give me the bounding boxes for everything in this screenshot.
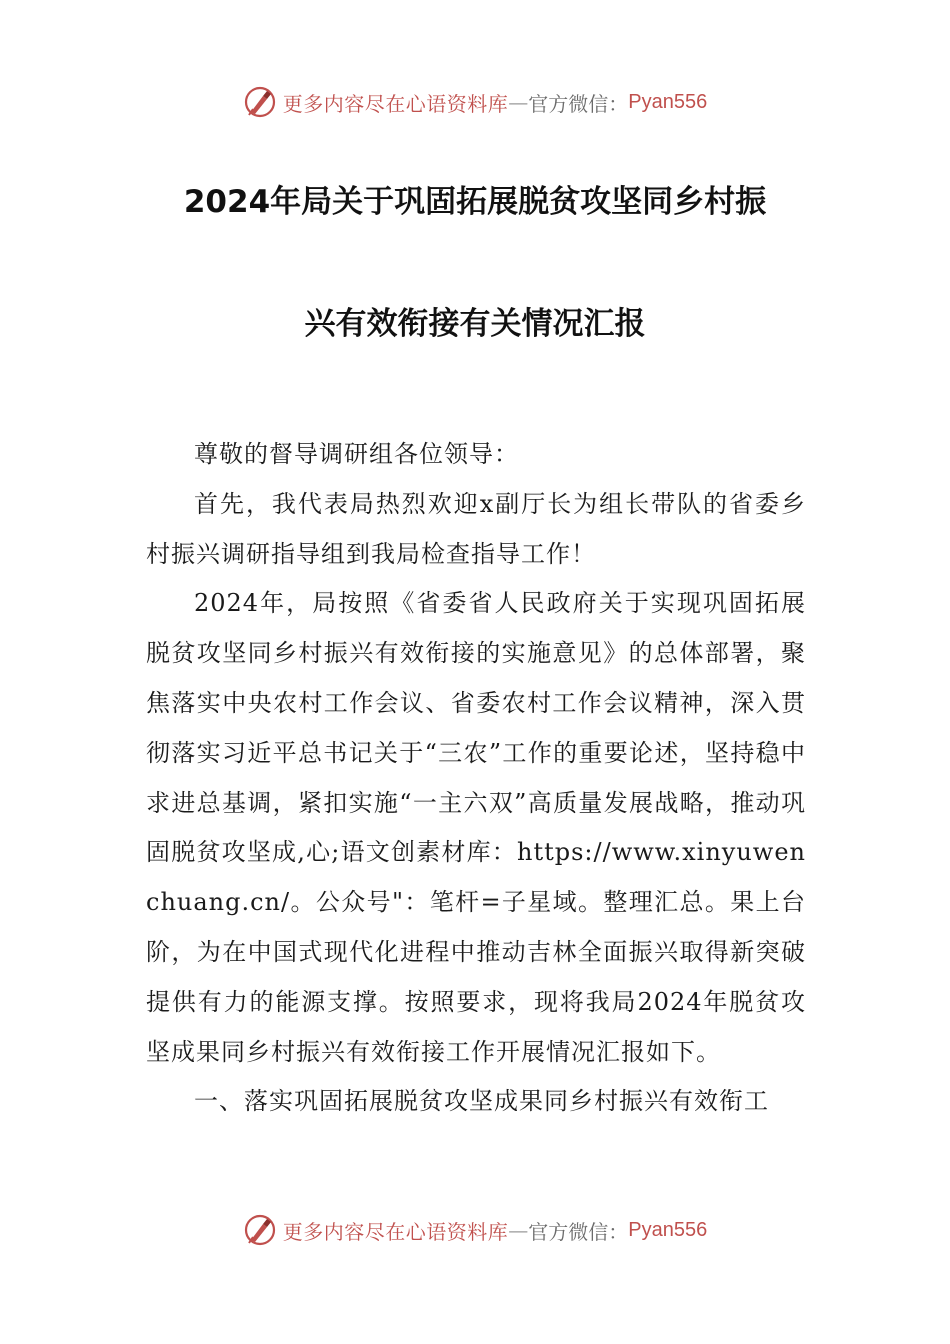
pen-nib-icon	[243, 1213, 277, 1247]
salutation: 尊敬的督导调研组各位领导：	[194, 440, 519, 468]
pen-nib-icon	[243, 85, 277, 119]
document-body	[146, 430, 806, 1127]
document-title-line-2: 兴有效衔接有关情况汇报	[304, 306, 646, 342]
banner-contact-label: 官方微信：	[528, 91, 629, 116]
banner-text: 更多内容尽在心语资料库	[282, 1219, 509, 1244]
banner-contact-label: 官方微信：	[528, 1219, 629, 1244]
document-title-line-1: 2024年局关于巩固拓展脱贫攻坚同乡村振	[183, 184, 767, 220]
section-heading-1: 一、落实巩固拓展脱贫攻坚成果同乡村振兴有效衔工	[194, 1087, 769, 1116]
banner-text: 更多内容尽在心语资料库	[282, 91, 509, 116]
banner-separator: —	[508, 1218, 529, 1242]
paragraph-overview: 2024年，局按照《省委省人民政府关于实现巩固拓展脱贫攻坚同乡村振兴有效衔接的实施意见》的总体部署，聚焦落实中央农村工作会议、省委农村工作会议精神，深入贯彻落实习近平总书记关于“三农”工作的重要论述，坚持稳中求进总基调，紧扣实施“一主六双”高质量发展战略，推动巩固脱贫攻坚成,心;语文创素材库：https://www.xinyuwenchuang.cn/。公众号"：笔杆=子星域。整理汇总。果上台阶，为在中国式现代化进程中推动吉林全面振兴取得新突破提供有力的能源支撑。按照要求，现将我局2024年脱贫攻坚成果同乡村振兴有效衔接工作开展情况汇报如下。	[146, 589, 806, 1066]
header-watermark-banner	[0, 82, 950, 122]
footer-watermark-banner	[0, 1210, 950, 1250]
paragraph-welcome: 首先，我代表局热烈欢迎x副厅长为组长带队的省委乡村振兴调研指导组到我局检查指导工作！	[146, 489, 806, 568]
banner-handle: Pyan556	[628, 90, 708, 113]
banner-separator: —	[508, 90, 529, 114]
banner-handle: Pyan556	[628, 1218, 708, 1241]
